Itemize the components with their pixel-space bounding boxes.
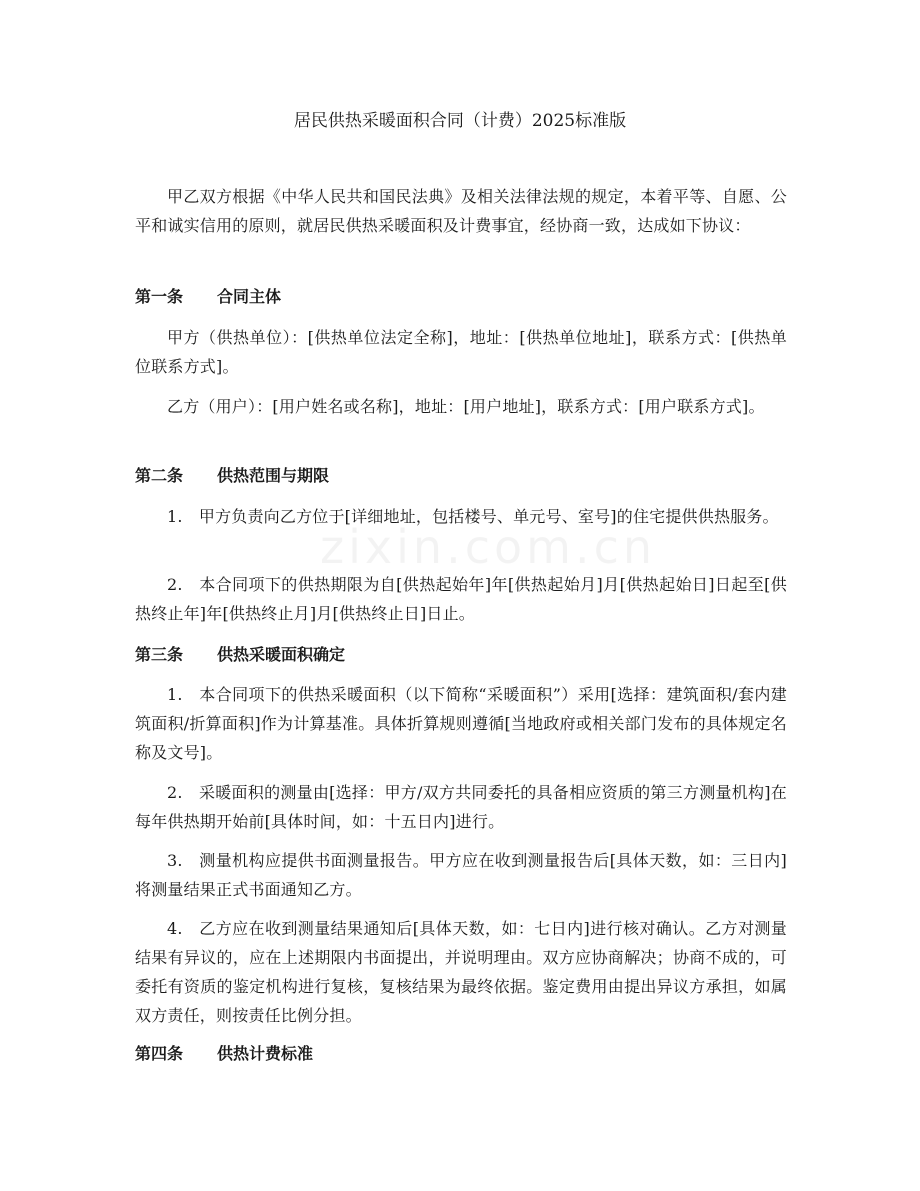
article-4-title: 供热计费标准 bbox=[217, 1044, 314, 1063]
article-2-title: 供热范围与期限 bbox=[217, 466, 330, 485]
intro-paragraph: 甲乙双方根据《中华人民共和国民法典》及相关法律法规的规定，本着平等、自愿、公平和诚实信用的原则，就居民供热采暖面积及计费事宜，经协商一致，达成如下协议： bbox=[135, 187, 787, 235]
article-1-paragraph-1: 甲方（供热单位）：[供热单位法定全称]，地址：[供热单位地址]，联系方式：[供热单位联系方式]。 bbox=[135, 328, 787, 376]
article-2-paragraph-1: 1. 甲方负责向乙方位于[详细地址，包括楼号、单元号、室号]的住宅提供供热服务。 bbox=[167, 507, 779, 526]
article-3-paragraph-4: 4. 乙方应在收到测量结果通知后[具体天数，如：七日内]进行核对确认。乙方对测量结果有异议的，应在上述期限内书面提出，并说明理由。双方应协商解决；协商不成的，可委托有资质的鉴定机构进行复核，复核结果为最终依据。鉴定费用由提出异议方承担，如属双方责任，则按责任比例分担。 bbox=[135, 919, 787, 1025]
article-3-paragraph-1: 1. 本合同项下的供热采暖面积（以下简称“采暖面积”）采用[选择：建筑面积/套内建筑面积/折算面积]作为计算基准。具体折算规则遵循[当地政府或相关部门发布的具体规定名称及文号]。 bbox=[135, 685, 787, 762]
article-3-number: 第三条 bbox=[135, 645, 184, 664]
article-2-number: 第二条 bbox=[135, 466, 184, 485]
article-1-paragraph-2: 乙方（用户）：[用户姓名或名称]，地址：[用户地址]，联系方式：[用户联系方式]。 bbox=[167, 397, 765, 416]
article-1-title: 合同主体 bbox=[217, 287, 282, 306]
article-2-heading bbox=[135, 463, 787, 489]
article-2-paragraph-2: 2. 本合同项下的供热期限为自[供热起始年]年[供热起始月]月[供热起始日]日起至[供热终止年]年[供热终止月]月[供热终止日]日止。 bbox=[135, 575, 787, 623]
article-3-paragraph-3: 3. 测量机构应提供书面测量报告。甲方应在收到测量报告后[具体天数，如：三日内]将测量结果正式书面通知乙方。 bbox=[135, 851, 787, 899]
article-3-paragraph-2: 2. 采暖面积的测量由[选择：甲方/双方共同委托的具备相应资质的第三方测量机构]在每年供热期开始前[具体时间，如：十五日内]进行。 bbox=[135, 783, 787, 831]
article-1-number: 第一条 bbox=[135, 287, 184, 306]
document-title: 居民供热采暖面积合同（计费）2025标准版 bbox=[293, 111, 627, 131]
article-3-title: 供热采暖面积确定 bbox=[217, 645, 346, 664]
article-4-number: 第四条 bbox=[135, 1044, 184, 1063]
article-3-heading bbox=[135, 642, 787, 668]
article-1-heading bbox=[135, 284, 787, 310]
article-4-heading bbox=[135, 1041, 787, 1067]
